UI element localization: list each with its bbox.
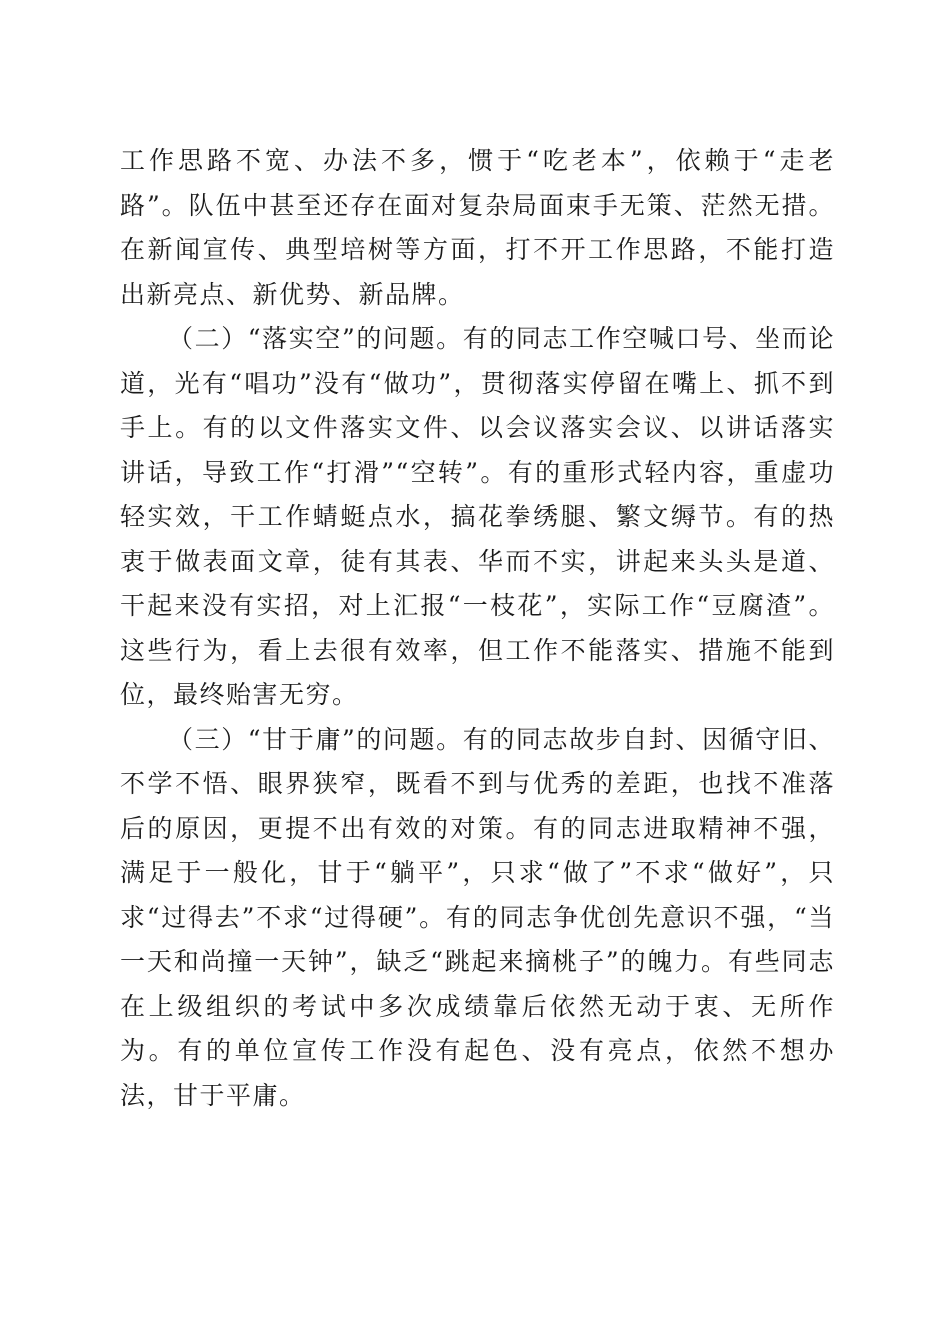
paragraph-section-three: （三）“甘于庸”的问题。有的同志故步自封、因循守旧、不学不悟、眼界狭窄，既看不到与优秀的差距，也找不准落后的原因，更提不出有效的对策。有的同志进取精神不强，满足于一般化，甘于“躺平”，只求“做了”不求“做好”，只求“过得去”不求“过得硬”。有的同志争优创先意识不强，“当一天和尚撞一天钟”，缺乏“跳起来摘桃子”的魄力。有些同志在上级组织的考试中多次成绩靠后依然无动于衷、无所作为。有的单位宣传工作没有起色、没有亮点，依然不想办法，甘于平庸。 [120,724,835,1110]
paragraph-section-two: （二）“落实空”的问题。有的同志工作空喊口号、坐而论道，光有“唱功”没有“做功”，贯彻落实停留在嘴上、抓不到手上。有的以文件落实文件、以会议落实会议、以讲话落实讲话，导致工作“打滑”“空转”。有的重形式轻内容，重虚功轻实效，干工作蜻蜓点水，搞花拳绣腿、繁文缛节。有的热衷于做表面文章，徒有其表、华而不实，讲起来头头是道、干起来没有实招，对上汇报“一枝花”，实际工作“豆腐渣”。这些行为，看上去很有效率，但工作不能落实、措施不能到位，最终贻害无穷。 [120,324,835,709]
document-body [120,139,835,1118]
paragraph-continuation: 工作思路不宽、办法不多，惯于“吃老本”，依赖于“走老路”。队伍中甚至还存在面对复杂局面束手无策、茫然无措。在新闻宣传、典型培树等方面，打不开工作思路，不能打造出新亮点、新优势、新品牌。 [120,146,835,309]
